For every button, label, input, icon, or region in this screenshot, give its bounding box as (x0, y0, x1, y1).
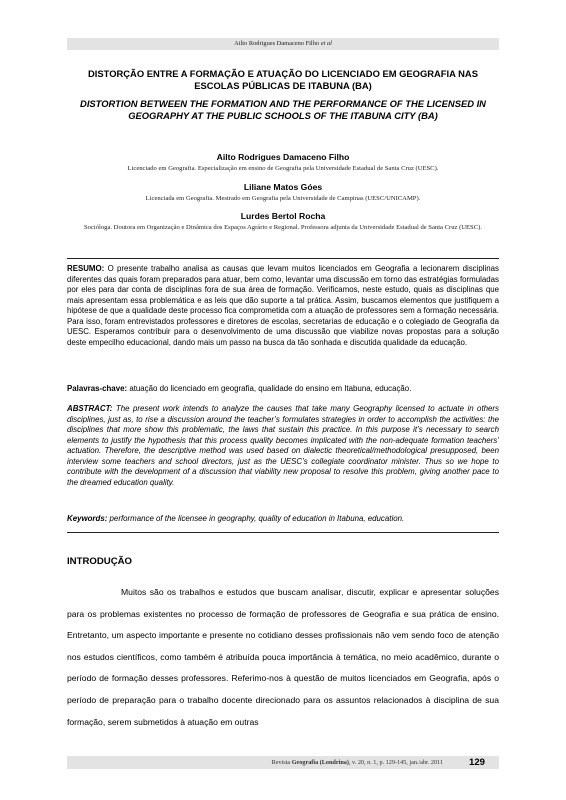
abstract-top-rule (67, 258, 499, 259)
page-number: 129 (468, 757, 485, 768)
resumo-label: RESUMO: (67, 264, 105, 273)
author-affiliation: Licenciada em Geografia. Mestrado em Geografia pela Universidade de Campinas (UESC/UNICAMP). (145, 195, 421, 202)
palavras-chave-paragraph (67, 384, 499, 395)
abstract-text: The present work intends to analyze the causes that take many Geography licensed to actuate in others disciplines, just as, to rise a discussion around the teacher’s formulates strategies in order to accomplish the activities: the disciplines that more show this problematic, the laws that sustain this practice. In this purpose it’s necessary to search elements to justify the hypothesis that this process quality becomes implicated with the non-adequate formation teachers’ actuation. Therefore, the descriptive method was used based on dialectic theoretical/methodological presupposed, been interview some teachers and school directors, just as the UESC’s collegiate coordinator minister. Thus so we hope to contribute with the development of a discussion that viability new proposal to resolve this problem, giving another pace to the dreamed education quality. (67, 404, 499, 487)
abstract-label: ABSTRACT: (67, 404, 113, 413)
abstract-bottom-rule (67, 532, 499, 533)
page-footer (67, 756, 499, 769)
header-authors: Ailto Rodrigues Damaceno Filho (234, 40, 320, 47)
header-etal: et al (320, 40, 332, 47)
title-english: DISTORTION BETWEEN THE FORMATION AND THE PERFORMANCE OF THE LICENSED IN GEOGRAPHY AT THE PUBLIC SCHOOLS OF THE ITABUNA CITY (BA) (80, 98, 486, 121)
abstract-paragraph (67, 404, 499, 488)
keywords-label: Keywords: (67, 514, 108, 523)
author-name: Lurdes Bertol Rocha (240, 211, 326, 221)
title-portuguese: DISTORÇÃO ENTRE A FORMAÇÃO E ATUAÇÃO DO LICENCIADO EM GEOGRAFIA NAS ESCOLAS PÚBLICAS DE ITABUNA (BA) (88, 68, 478, 91)
resumo-paragraph (67, 264, 499, 348)
footer-journal-prefix: Revista (271, 759, 291, 766)
running-header (67, 38, 499, 50)
footer-volume-info: , v. 20, n. 1, p. 129-145, jan./abr. 2011 (348, 759, 443, 766)
keywords-paragraph (67, 514, 499, 525)
author-block (70, 152, 496, 173)
resumo-text: O presente trabalho analisa as causas que levam muitos licenciados em Geografia a lecionarem disciplinas diferentes das quais foram preparados para atuar, bem como, levantar uma discussão em torno das estratégias formuladas por eles para dar conta de disciplinas fora de sua área de formação. Verificamos, neste estudo, quais as disciplinas que mais apresentam essa problemática e as leis que dão suporte a tal prática. Assim, buscamos elementos que justifiquem a hipótese de que a qualidade deste processo fica comprometida com a atuação de professores sem a formação necessária. Para isso, foram entrevistados professores e diretores de escolas, secretarias de educação e o colegiado de Geografia da UESC. Esperamos contribuir para o desenvolvimento de uma discussão que viabilize novas propostas para a solução deste empecilho educacional, dando mais um passo na busca da tão sonhada e discutida qualidade da educação. (67, 264, 499, 347)
author-block (70, 211, 496, 232)
footer-citation (67, 756, 443, 769)
section-heading-introducao: INTRODUÇÃO (67, 556, 133, 567)
author-name: Ailto Rodrigues Damaceno Filho (216, 152, 350, 162)
author-affiliation: Licenciado em Geografia. Especialização em ensino de Geografia pela Universidade Estadual de Santa Cruz (UESC). (127, 165, 439, 172)
keywords-text: performance of the licensee in geography, quality of education in Itabuna, education. (109, 514, 405, 523)
palavras-chave-label: Palavras-chave: (67, 384, 128, 393)
author-block (70, 182, 496, 203)
footer-journal-name: Geografia (Londrina) (291, 759, 349, 766)
author-affiliation: Socióloga. Doutora em Organização e Dinâmica dos Espaços Agrário e Regional. Professora adjunta da Universidade Estadual de Santa Cruz (UESC). (84, 224, 482, 231)
body-paragraph: Muitos são os trabalhos e estudos que buscam analisar, discutir, explicar e apresentar soluções para os problemas existentes no processo de formação de professores de Geografia e sua prática de ensino. Entretanto, um aspecto importante e presente no cotidiano desses profissionais não vem sendo foco de atenção nos estudos científicos, como também é atribuída pouca importância à temática, no meio acadêmico, durante o período de formação desses professores. Referimo-nos à questão de muitos licenciados em Geografia, após o período de preparação para o trabalho docente direcionado para os assuntos relacionados à disciplina de sua formação, serem submetidos à atuação em outras (67, 587, 499, 727)
palavras-chave-text: atuação do licenciado em geografia, qualidade do ensino em Itabuna, educação. (129, 384, 412, 393)
author-name: Liliane Matos Góes (243, 182, 323, 192)
